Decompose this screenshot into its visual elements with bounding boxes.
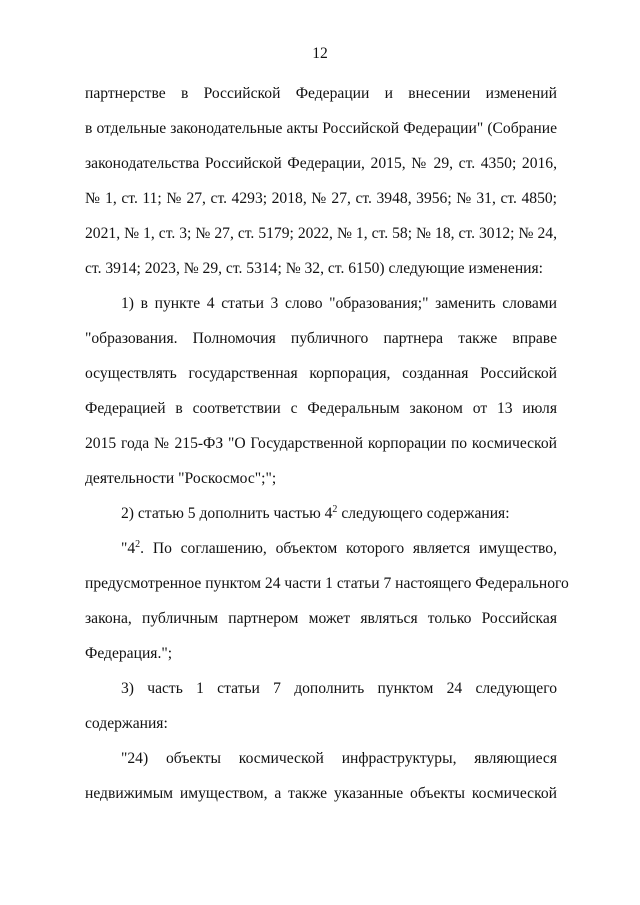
text-line: законодательства Российской Федерации, 2015, № 29, ст. 4350; 2016, (85, 155, 557, 172)
text-line: Федерацией в соответствии с Федеральным законом от 13 июля (85, 400, 557, 417)
text-fragment: "4 (121, 540, 136, 557)
text-line: недвижимым имуществом, а также указанные объекты космической (85, 785, 557, 802)
text-line: 2021, № 1, ст. 3; № 27, ст. 5179; 2022, № 1, ст. 58; № 18, ст. 3012; № 24, (85, 225, 557, 242)
page-number: 12 (312, 45, 328, 62)
text-line: 3) часть 1 статьи 7 дополнить пунктом 24 следующего (121, 680, 557, 697)
superscript: 2 (135, 539, 141, 550)
text-line: "образования. Полномочия публичного партнера также вправе (85, 330, 557, 347)
text-line: содержания: (85, 715, 168, 732)
text-line: "24) объекты космической инфраструктуры, являющиеся (121, 750, 557, 767)
text-line (121, 539, 557, 559)
text-line: в отдельные законодательные акты Российской Федерации" (Собрание (85, 120, 557, 137)
text-line: закона, публичным партнером может являться только Российская (85, 610, 557, 627)
text-line: ст. 3914; 2023, № 29, ст. 5314; № 32, ст. 6150) следующие изменения: (85, 260, 544, 277)
text-line: деятельности "Роскосмос";"; (85, 470, 277, 487)
text-line (121, 504, 557, 524)
superscript: 2 (332, 504, 338, 515)
text-line: № 1, ст. 11; № 27, ст. 4293; 2018, № 27, ст. 3948, 3956; № 31, ст. 4850; (85, 190, 557, 207)
text-line: партнерстве в Российской Федерации и внесении изменений (85, 85, 557, 102)
text-line: предусмотренное пунктом 24 части 1 статьи 7 настоящего Федерального (85, 575, 569, 592)
text-line: осуществлять государственная корпорация, созданная Российской (85, 365, 557, 382)
text-fragment: следующего содержания: (337, 505, 510, 522)
text-fragment: . По соглашению, объектом которого является имущество, (140, 540, 557, 557)
text-fragment: 2) статью 5 дополнить частью 4 (121, 505, 333, 522)
text-line: 1) в пункте 4 статьи 3 слово "образования;" заменить словами (121, 295, 557, 312)
text-line: Федерация."; (85, 645, 173, 662)
text-line: 2015 года № 215-ФЗ "О Государственной корпорации по космической (85, 435, 557, 452)
